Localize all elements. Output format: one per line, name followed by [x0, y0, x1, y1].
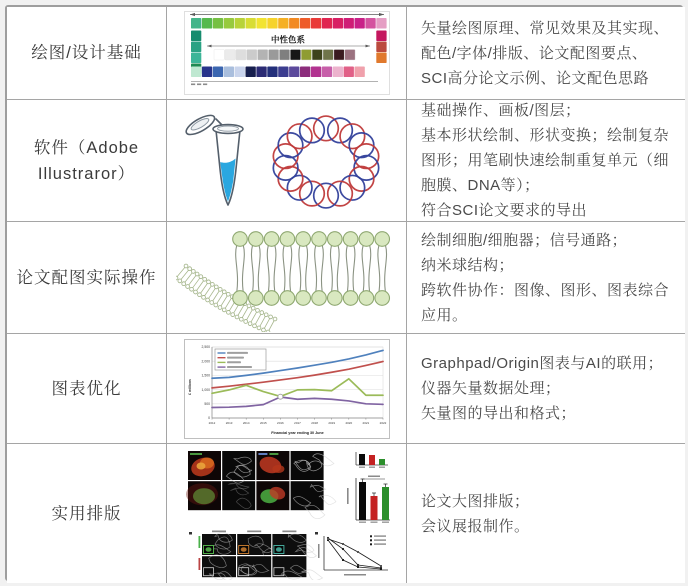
figure-cell-color-palette: [167, 7, 407, 100]
desc-line: Graphpad/Origin图表与AI的联用；: [421, 355, 664, 372]
svg-text:2015: 2015: [259, 420, 267, 425]
microscopy-figure-panel: [182, 448, 392, 580]
svg-text:中性色系: 中性色系: [270, 34, 305, 45]
figure-cell-line-chart: [167, 334, 407, 444]
desc-cell-row2: [407, 100, 685, 222]
row-label-paper-figure-practice: [7, 222, 167, 334]
svg-text:2,000: 2,000: [201, 358, 210, 363]
svg-text:2020: 2020: [344, 420, 352, 425]
row-label-software-adobe-illustrator: [7, 100, 167, 222]
svg-text:2016: 2016: [276, 420, 284, 425]
svg-text:2014: 2014: [242, 420, 250, 425]
svg-text:2022: 2022: [379, 420, 386, 425]
desc-line: 应用。: [421, 306, 468, 324]
svg-text:2021: 2021: [362, 420, 369, 425]
svg-text:2017: 2017: [293, 420, 301, 425]
figure-cell-microscopy: [167, 444, 407, 583]
svg-text:1,500: 1,500: [201, 373, 210, 378]
desc-line: 跨软件协作：图像、图形、图表综合: [421, 281, 670, 299]
row-label-line: 软件（Adobe: [33, 138, 140, 157]
row-label-line: 绘图/设计基础: [31, 44, 142, 62]
color-palette-figure: [184, 11, 390, 95]
desc-line: 仪器矢量数据处理；: [421, 380, 561, 397]
desc-cell-row3: [407, 222, 685, 334]
tube-and-plasmid-illustration: [176, 102, 398, 220]
svg-text:1,000: 1,000: [201, 387, 210, 392]
desc-line: 矢量绘图原理、常见效果及其实现、: [421, 19, 670, 37]
desc-line: 基础操作、画板/图层；: [421, 102, 581, 119]
row-label-practical-layout: [7, 444, 167, 583]
plasmid-dna-ring-icon: [273, 116, 378, 208]
desc-line: 符合SCI论文要求的导出: [421, 202, 588, 219]
lipid-bilayer-illustration: [176, 224, 398, 332]
desc-line: SCI高分论文示例、论文配色思路: [421, 69, 650, 87]
row-label-line: 实用排版: [51, 504, 122, 523]
desc-line: 胞膜、DNA等）；: [421, 177, 540, 194]
desc-line: 图形；用笔刷快速绘制重复单元（细: [421, 152, 670, 169]
desc-line: 配色/字体/排版、论文配图要点、: [421, 44, 648, 62]
svg-text:£ millions: £ millions: [187, 378, 192, 395]
desc-line: 纳米球结构；: [421, 256, 515, 274]
svg-text:2013: 2013: [225, 420, 232, 425]
svg-text:500: 500: [203, 401, 210, 406]
desc-cell-row5: [407, 444, 685, 583]
desc-line: 会议展报制作。: [421, 517, 530, 535]
desc-cell-row4: [407, 334, 685, 444]
row-label-line: Illustraror）: [37, 164, 136, 183]
syllabus-table: [5, 5, 683, 581]
row-label-chart-optimization: [7, 334, 167, 444]
row-label-line: 论文配图实际操作: [16, 268, 157, 287]
svg-text:2,500: 2,500: [201, 344, 210, 349]
lipid-bilayer-cross-section: [232, 231, 389, 305]
svg-text:Financial year ending 30 June: Financial year ending 30 June: [270, 430, 324, 435]
svg-text:2018: 2018: [310, 420, 318, 425]
svg-text:2019: 2019: [327, 420, 335, 425]
excel-line-chart-figure: [184, 339, 390, 439]
svg-text:0: 0: [207, 415, 210, 420]
row-label-line: 图表优化: [51, 379, 122, 398]
svg-text:2012: 2012: [208, 420, 215, 425]
row-label-drawing-design-basics: [7, 7, 167, 100]
desc-line: 绘制细胞/细胞器；信号通路；: [421, 231, 628, 249]
desc-line: 论文大图排版；: [421, 492, 530, 510]
figure-cell-tube-plasmid: [167, 100, 407, 222]
desc-cell-row1: [407, 7, 685, 100]
desc-line: 基本形状绘制、形状变换；绘制复杂: [421, 127, 670, 144]
desc-line: 矢量图的导出和格式；: [421, 405, 577, 422]
fluorescence-microscopy-montage: [186, 451, 390, 580]
figure-cell-lipid-bilayer: [167, 222, 407, 334]
eppendorf-tube-icon: [183, 111, 242, 204]
